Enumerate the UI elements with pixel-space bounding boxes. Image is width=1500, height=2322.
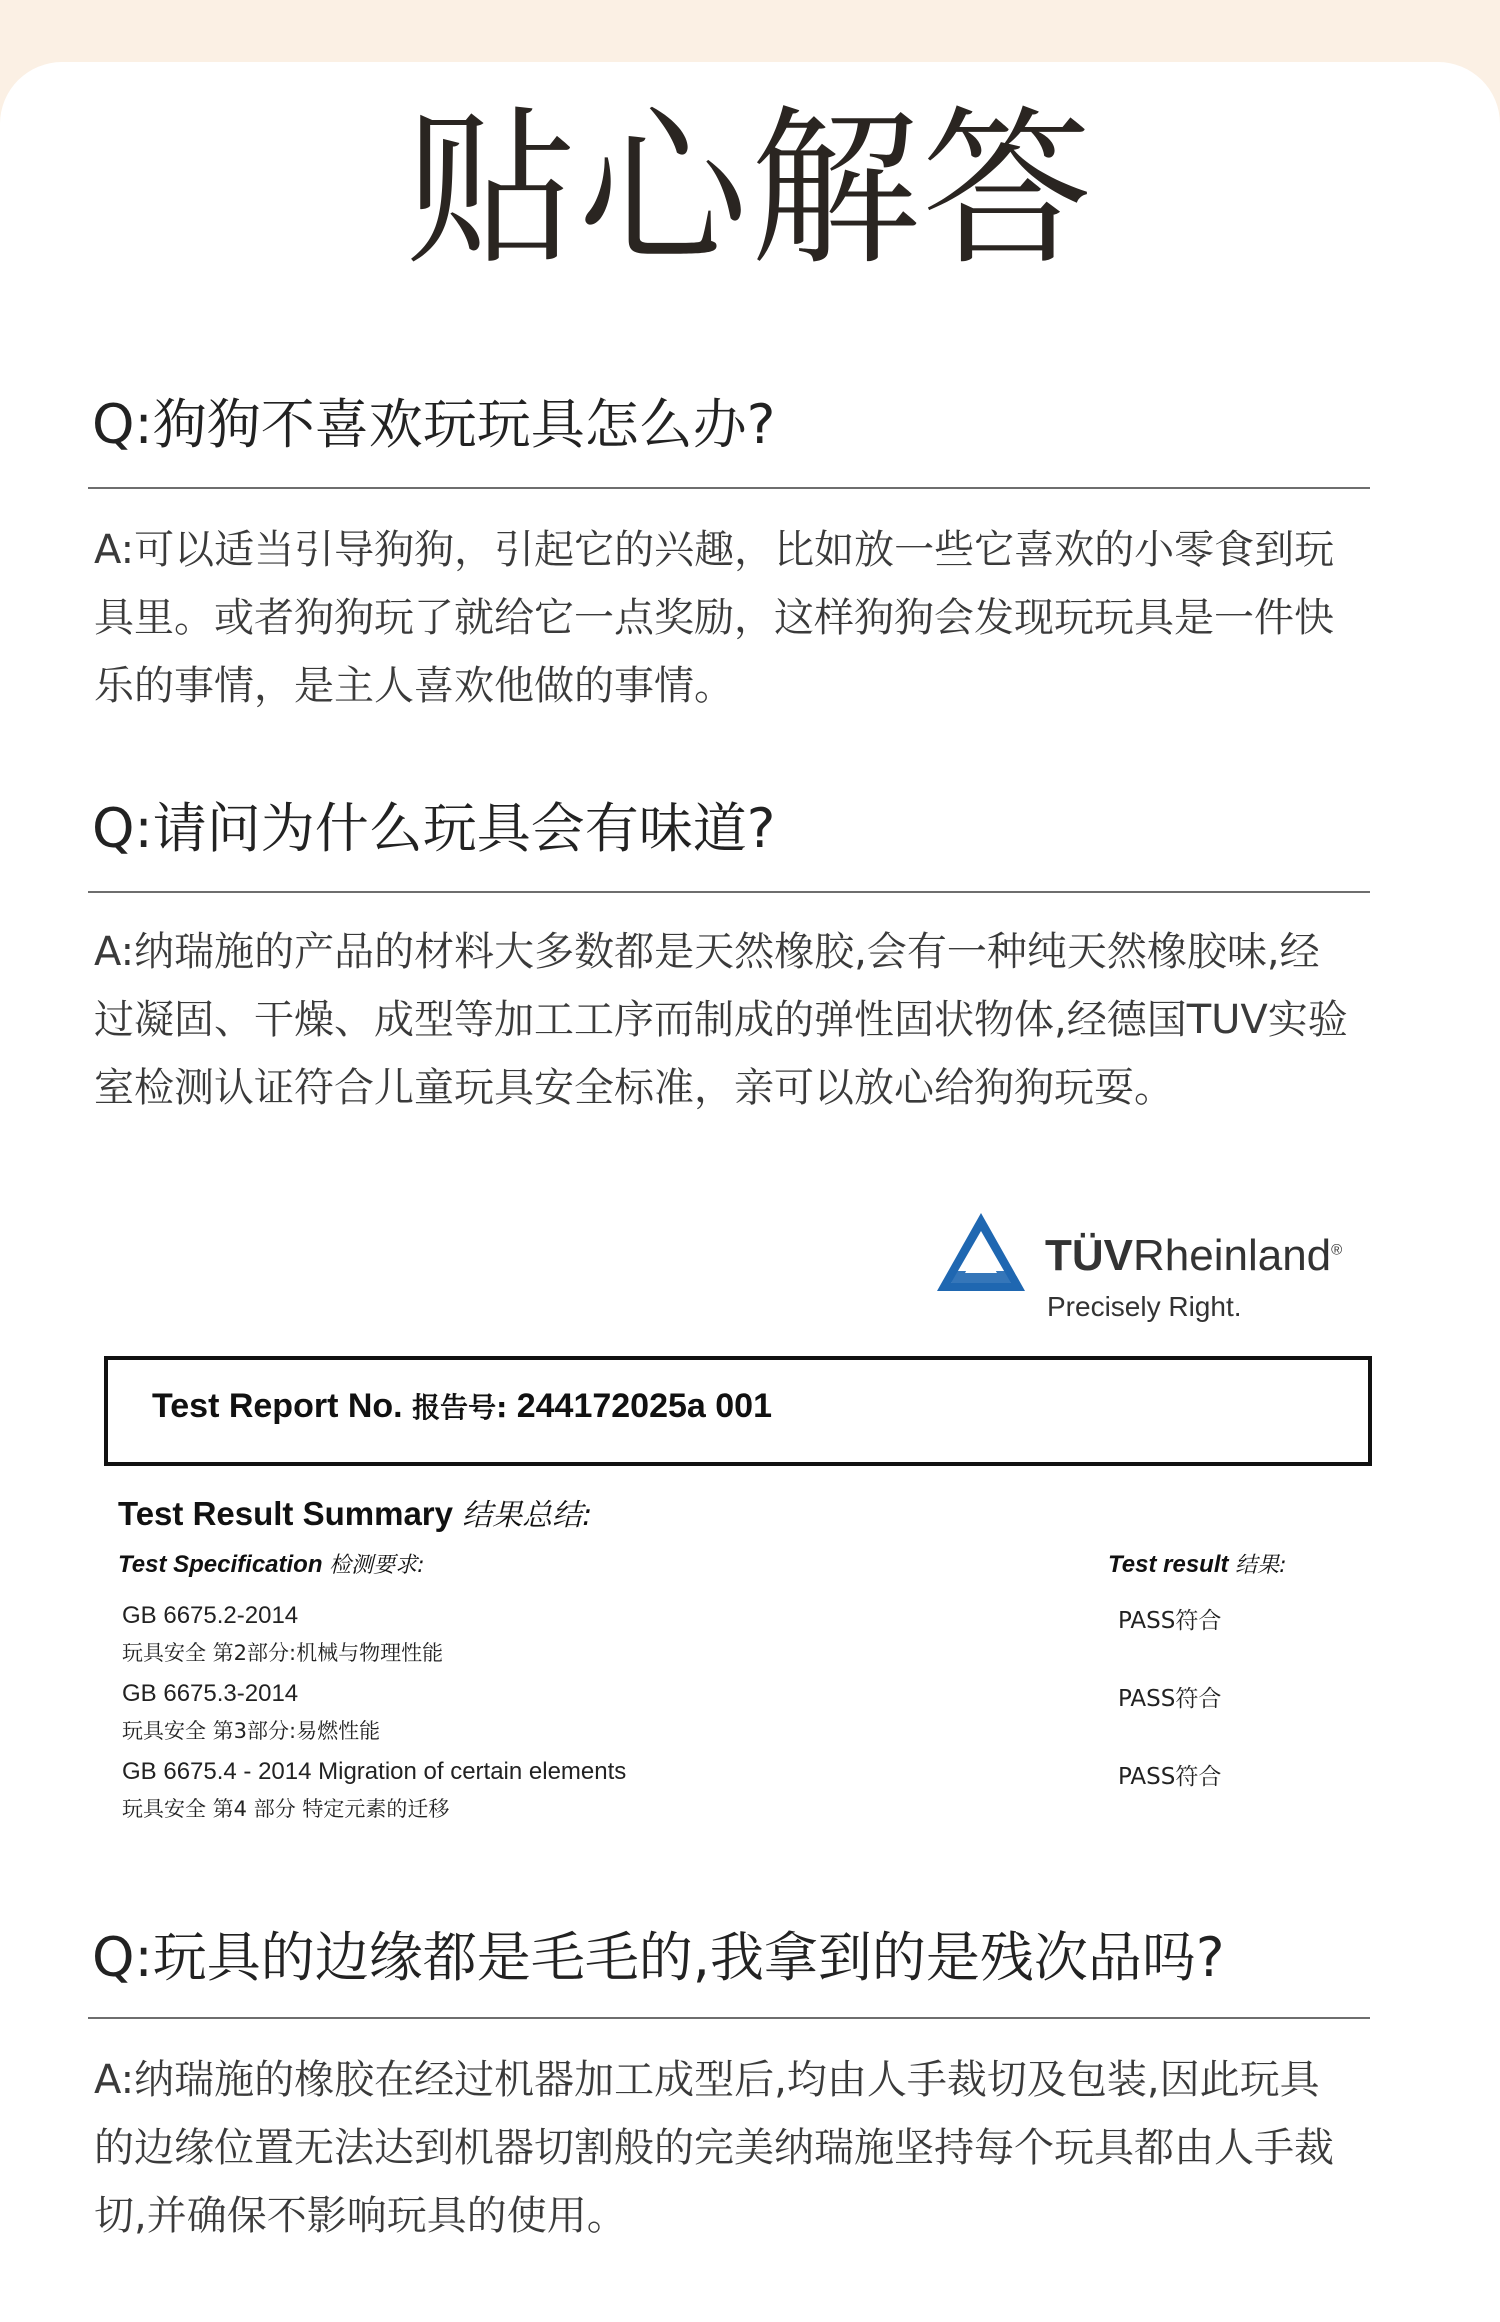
spec-code: GB 6675.4 - 2014 Migration of certain elements xyxy=(122,1758,627,1785)
spec-description: 玩具安全 第3部分:易燃性能 xyxy=(122,1719,381,1743)
spec-result: PASS符合 xyxy=(1118,1764,1222,1790)
tuv-name-bold: TÜV xyxy=(1045,1231,1133,1280)
result-header-cn: 结果: xyxy=(1235,1553,1287,1578)
test-report-box xyxy=(104,1356,1372,1466)
faq-divider xyxy=(88,891,1370,893)
result-column-header xyxy=(1108,1548,1287,1579)
test-result-summary-title xyxy=(118,1490,592,1534)
spec-code: GB 6675.2-2014 xyxy=(122,1602,299,1629)
summary-title-en: Test Result Summary xyxy=(118,1495,453,1532)
spec-description: 玩具安全 第2部分:机械与物理性能 xyxy=(122,1641,444,1665)
faq-answer-2 xyxy=(94,918,1404,1122)
summary-title-cn: 结果总结: xyxy=(462,1498,593,1533)
report-number: 244172025a 001 xyxy=(516,1387,772,1425)
result-header-en: Test result xyxy=(1108,1551,1229,1578)
answer-line: A:纳瑞施的产品的材料大多数都是天然橡胶,会有一种纯天然橡胶味,经 xyxy=(94,929,1320,975)
page-title: 贴心解答 xyxy=(405,91,1094,289)
spec-code: GB 6675.3-2014 xyxy=(122,1680,299,1707)
tuv-brand-name xyxy=(1045,1231,1342,1281)
tuv-tagline: Precisely Right. xyxy=(1047,1291,1242,1322)
answer-line: A:纳瑞施的橡胶在经过机器加工成型后,均由人手裁切及包装,因此玩具 xyxy=(94,2057,1320,2103)
faq-question-1: Q:狗狗不喜欢玩玩具怎么办? xyxy=(92,393,776,456)
registered-mark: ® xyxy=(1331,1241,1343,1259)
faq-divider xyxy=(88,487,1370,489)
faq-divider xyxy=(88,2017,1370,2019)
answer-line: 过凝固、干燥、成型等加工工序而制成的弹性固状物体,经德国TUV实验 xyxy=(94,997,1348,1043)
spec-result: PASS符合 xyxy=(1118,1686,1222,1712)
faq-answer-3 xyxy=(94,2046,1404,2250)
test-report-number xyxy=(152,1386,772,1426)
answer-line: 切,并确保不影响玩具的使用。 xyxy=(94,2193,627,2239)
faq-question-2: Q:请问为什么玩具会有味道? xyxy=(92,797,776,860)
answer-line: 具里。或者狗狗玩了就给它一点奖励，这样狗狗会发现玩玩具是一件快 xyxy=(94,595,1334,641)
faq-question-3: Q:玩具的边缘都是毛毛的,我拿到的是残次品吗? xyxy=(92,1926,1225,1989)
spec-description: 玩具安全 第4 部分 特定元素的迁移 xyxy=(122,1797,450,1821)
answer-line: 乐的事情，是主人喜欢他做的事情。 xyxy=(94,663,734,709)
answer-line: A:可以适当引导狗狗，引起它的兴趣，比如放一些它喜欢的小零食到玩 xyxy=(94,527,1335,573)
spec-header-cn: 检测要求: xyxy=(329,1553,425,1578)
spec-header-en: Test Specification xyxy=(118,1551,323,1578)
tuv-triangle-icon xyxy=(935,1211,1027,1295)
faq-answer-1 xyxy=(94,516,1404,720)
answer-line: 室检测认证符合儿童玩具安全标准，亲可以放心给狗狗玩耍。 xyxy=(94,1065,1174,1111)
answer-line: 的边缘位置无法达到机器切割般的完美纳瑞施坚持每个玩具都由人手裁 xyxy=(94,2125,1334,2171)
report-label: Test Report No. xyxy=(152,1387,403,1425)
spec-column-header xyxy=(118,1548,425,1579)
tuv-rheinland-logo xyxy=(935,1205,1375,1330)
tuv-name-light: Rheinland xyxy=(1133,1231,1332,1280)
spec-result: PASS符合 xyxy=(1118,1608,1222,1634)
report-label-cn: 报告号: xyxy=(412,1391,508,1424)
